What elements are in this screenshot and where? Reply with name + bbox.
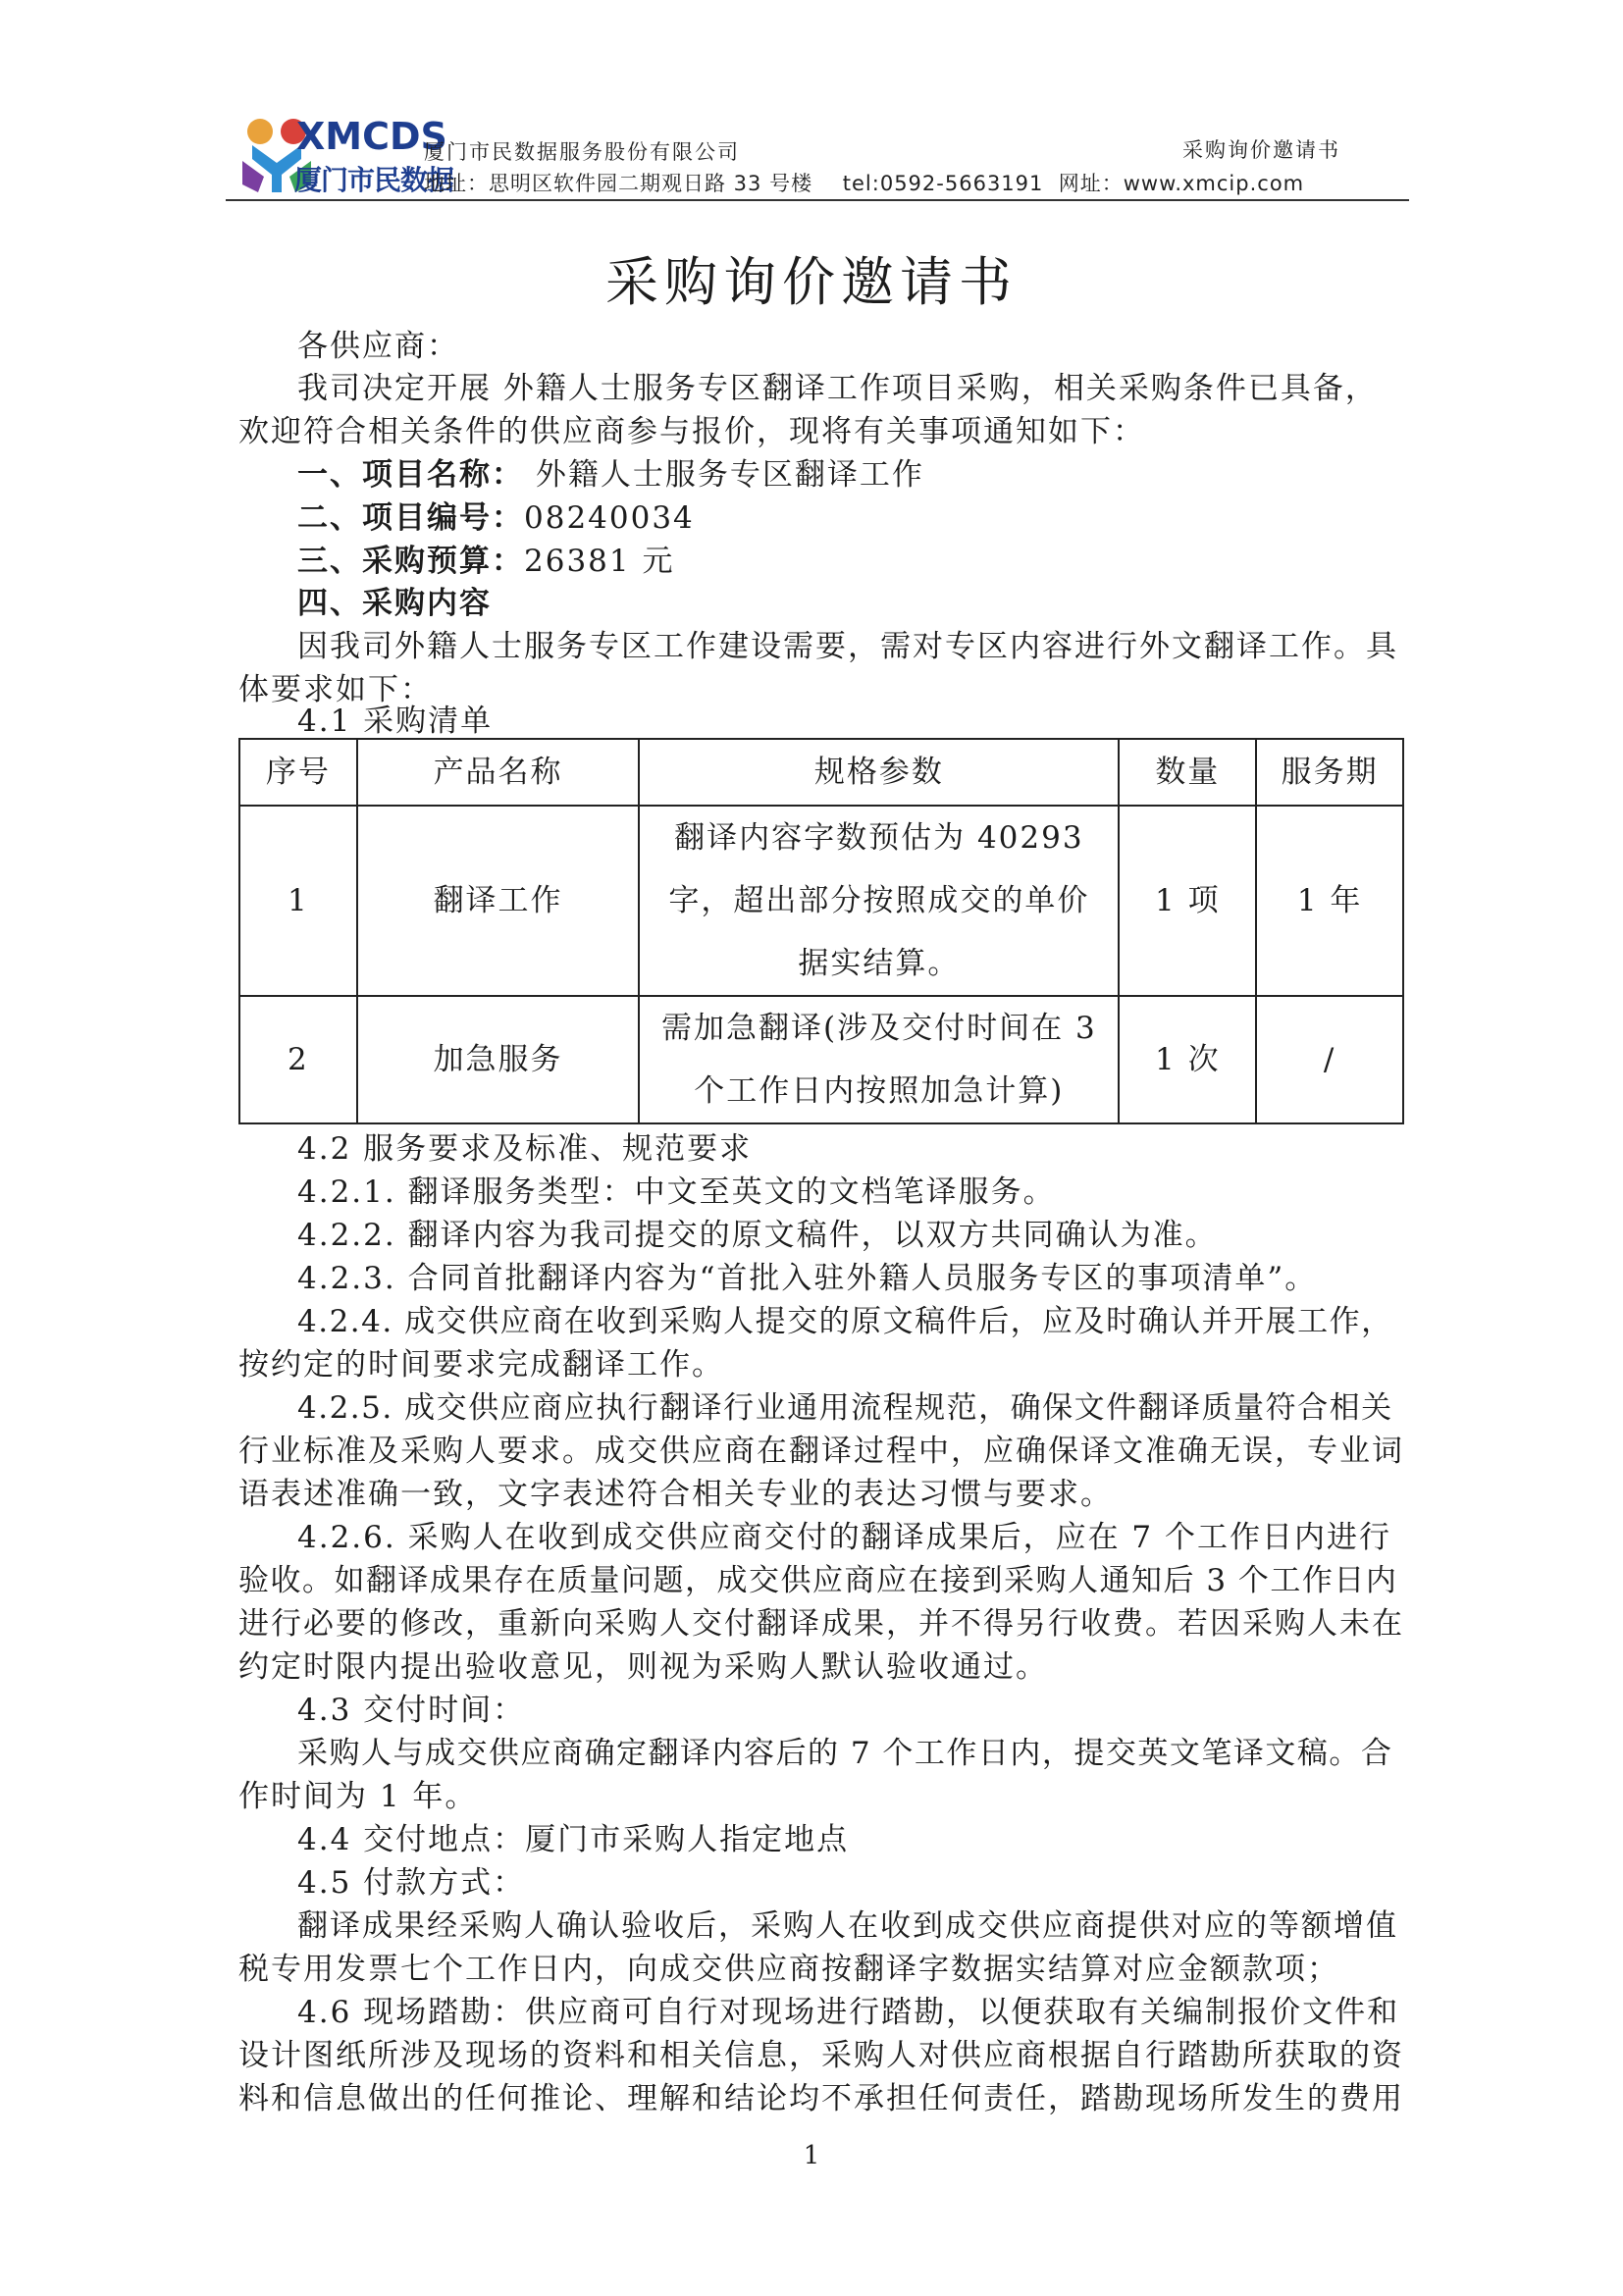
item-project-code (297, 496, 695, 540)
table-header-cell: 规格参数 (639, 739, 1119, 806)
row-name: 加急服务 (357, 996, 639, 1123)
table-header-cell: 产品名称 (357, 739, 639, 806)
spec-line: 翻译内容字数预估为 40293 (674, 820, 1084, 856)
section-4-3-line: 采购人与成交供应商确定翻译内容后的 7 个工作日内，提交英文笔译文稿。合 (297, 1736, 1393, 1771)
row-qty: 1 次 (1119, 996, 1256, 1123)
list-title: 4.1 采购清单 (297, 704, 494, 739)
section-4-2-4-line: 4.2.4. 成交供应商在收到采购人提交的原文稿件后，应及时确认并开展工作， (297, 1304, 1393, 1339)
section-4-6-line: 料和信息做出的任何推论、理解和结论均不承担任何责任，踏勘现场所发生的费用 (238, 2081, 1404, 2116)
intro-line-1: 我司决定开展 外籍人士服务专区翻译工作项目采购，相关采购条件已具备， (297, 371, 1378, 406)
item-content-heading: 四、采购内容 (297, 586, 492, 621)
item-value: 外籍人士服务专区翻译工作 (524, 457, 924, 493)
section-4-5-line: 税专用发票七个工作日内，向成交供应商按翻译字数据实结算对应金额款项； (238, 1952, 1339, 1987)
row-qty: 1 项 (1119, 806, 1256, 996)
item-value: 08240034 (524, 500, 695, 536)
spec-line: 据实结算。 (798, 946, 961, 981)
item-value: 26381 元 (524, 544, 675, 579)
section-4-2-5-line: 4.2.5. 成交供应商应执行翻译行业通用流程规范，确保文件翻译质量符合相关 (297, 1390, 1393, 1426)
row-no: 2 (239, 996, 357, 1123)
section-4-2-5-line: 语表述准确一致，文字表述符合相关专业的表达习惯与要求。 (238, 1477, 1113, 1512)
header-divider (226, 199, 1409, 201)
section-4-2-1: 4.2.1. 翻译服务类型：中文至英文的文档笔译服务。 (297, 1174, 1056, 1210)
section-4-3-line: 作时间为 1 年。 (238, 1779, 478, 1814)
row-name: 翻译工作 (357, 806, 639, 996)
table-header-cell: 数量 (1119, 739, 1256, 806)
section-4-2-2: 4.2.2. 翻译内容为我司提交的原文稿件，以双方共同确认为准。 (297, 1218, 1218, 1253)
company-name: 厦门市民数据服务股份有限公司 (424, 140, 740, 164)
table-row (239, 996, 1403, 1123)
row-spec (639, 996, 1119, 1123)
intro-line-2: 欢迎符合相关条件的供应商参与报价，现将有关事项通知如下： (238, 414, 1145, 449)
table-header-row (239, 739, 1403, 806)
row-spec (639, 806, 1119, 996)
brand-en: XMCDS (296, 115, 447, 158)
item-label: 一、项目名称： (297, 457, 524, 493)
section-4-2-6-line: 验收。如翻译成果存在质量问题，成交供应商应在接到采购人通知后 3 个工作日内 (238, 1563, 1398, 1598)
company-address: 地址：思明区软件园二期观日路 33 号楼 tel:0592-5663191 网址：www.xmcip.com (424, 172, 1305, 195)
spec-line: 字，超出部分按照成交的单价 (668, 883, 1090, 918)
procurement-table (238, 738, 1404, 1124)
section-4-2-6-line: 进行必要的修改，重新向采购人交付翻译成果，并不得另行收费。若因采购人未在 (238, 1606, 1404, 1642)
brand-cn: 厦门市民数据 (294, 164, 454, 196)
section-4-6-line: 设计图纸所涉及现场的资料和相关信息，采购人对供应商根据自行踏勘所获取的资 (238, 2038, 1404, 2073)
row-period: 1 年 (1256, 806, 1403, 996)
section-4-2-6-line: 4.2.6. 采购人在收到成交供应商交付的翻译成果后，应在 7 个工作日内进行 (297, 1520, 1392, 1555)
row-period: / (1256, 996, 1403, 1123)
table-header-cell: 服务期 (1256, 739, 1403, 806)
row-no: 1 (239, 806, 357, 996)
section-4-5-line: 翻译成果经采购人确认验收后，采购人在收到成交供应商提供对应的等额增值 (297, 1908, 1398, 1944)
section-4-4: 4.4 交付地点：厦门市采购人指定地点 (297, 1822, 850, 1857)
page-number: 1 (803, 2141, 820, 2170)
content-para-line-1: 因我司外籍人士服务专区工作建设需要，需对专区内容进行外文翻译工作。具 (297, 629, 1398, 664)
spec-line: 个工作日内按照加急计算) (694, 1073, 1065, 1109)
content-para-line-2: 体要求如下： (238, 672, 433, 707)
section-4-2-5-line: 行业标准及采购人要求。成交供应商在翻译过程中，应确保译文准确无误，专业词 (238, 1434, 1404, 1469)
section-4-5-title: 4.5 付款方式： (297, 1865, 526, 1901)
header-doc-title: 采购询价邀请书 (1182, 138, 1340, 162)
document-title: 采购询价邀请书 (605, 251, 1018, 313)
item-budget (297, 540, 674, 583)
table-header-cell: 序号 (239, 739, 357, 806)
salutation: 各供应商： (297, 329, 459, 364)
section-4-2-3: 4.2.3. 合同首批翻译内容为“首批入驻外籍人员服务专区的事项清单”。 (297, 1261, 1318, 1296)
section-4-3-title: 4.3 交付时间： (297, 1693, 526, 1728)
spec-line: 需加急翻译(涉及交付时间在 3 (661, 1011, 1097, 1046)
item-label: 三、采购预算： (297, 544, 524, 579)
table-row (239, 806, 1403, 996)
section-4-2-4-line: 按约定的时间要求完成翻译工作。 (238, 1347, 724, 1383)
item-project-name (297, 453, 924, 496)
section-4-2-6-line: 约定时限内提出验收意见，则视为采购人默认验收通过。 (238, 1649, 1048, 1685)
section-4-2-title: 4.2 服务要求及标准、规范要求 (297, 1131, 753, 1167)
section-4-6-line: 4.6 现场踏勘：供应商可自行对现场进行踏勘，以便获取有关编制报价文件和 (297, 1995, 1400, 2030)
item-label: 二、项目编号： (297, 500, 524, 536)
